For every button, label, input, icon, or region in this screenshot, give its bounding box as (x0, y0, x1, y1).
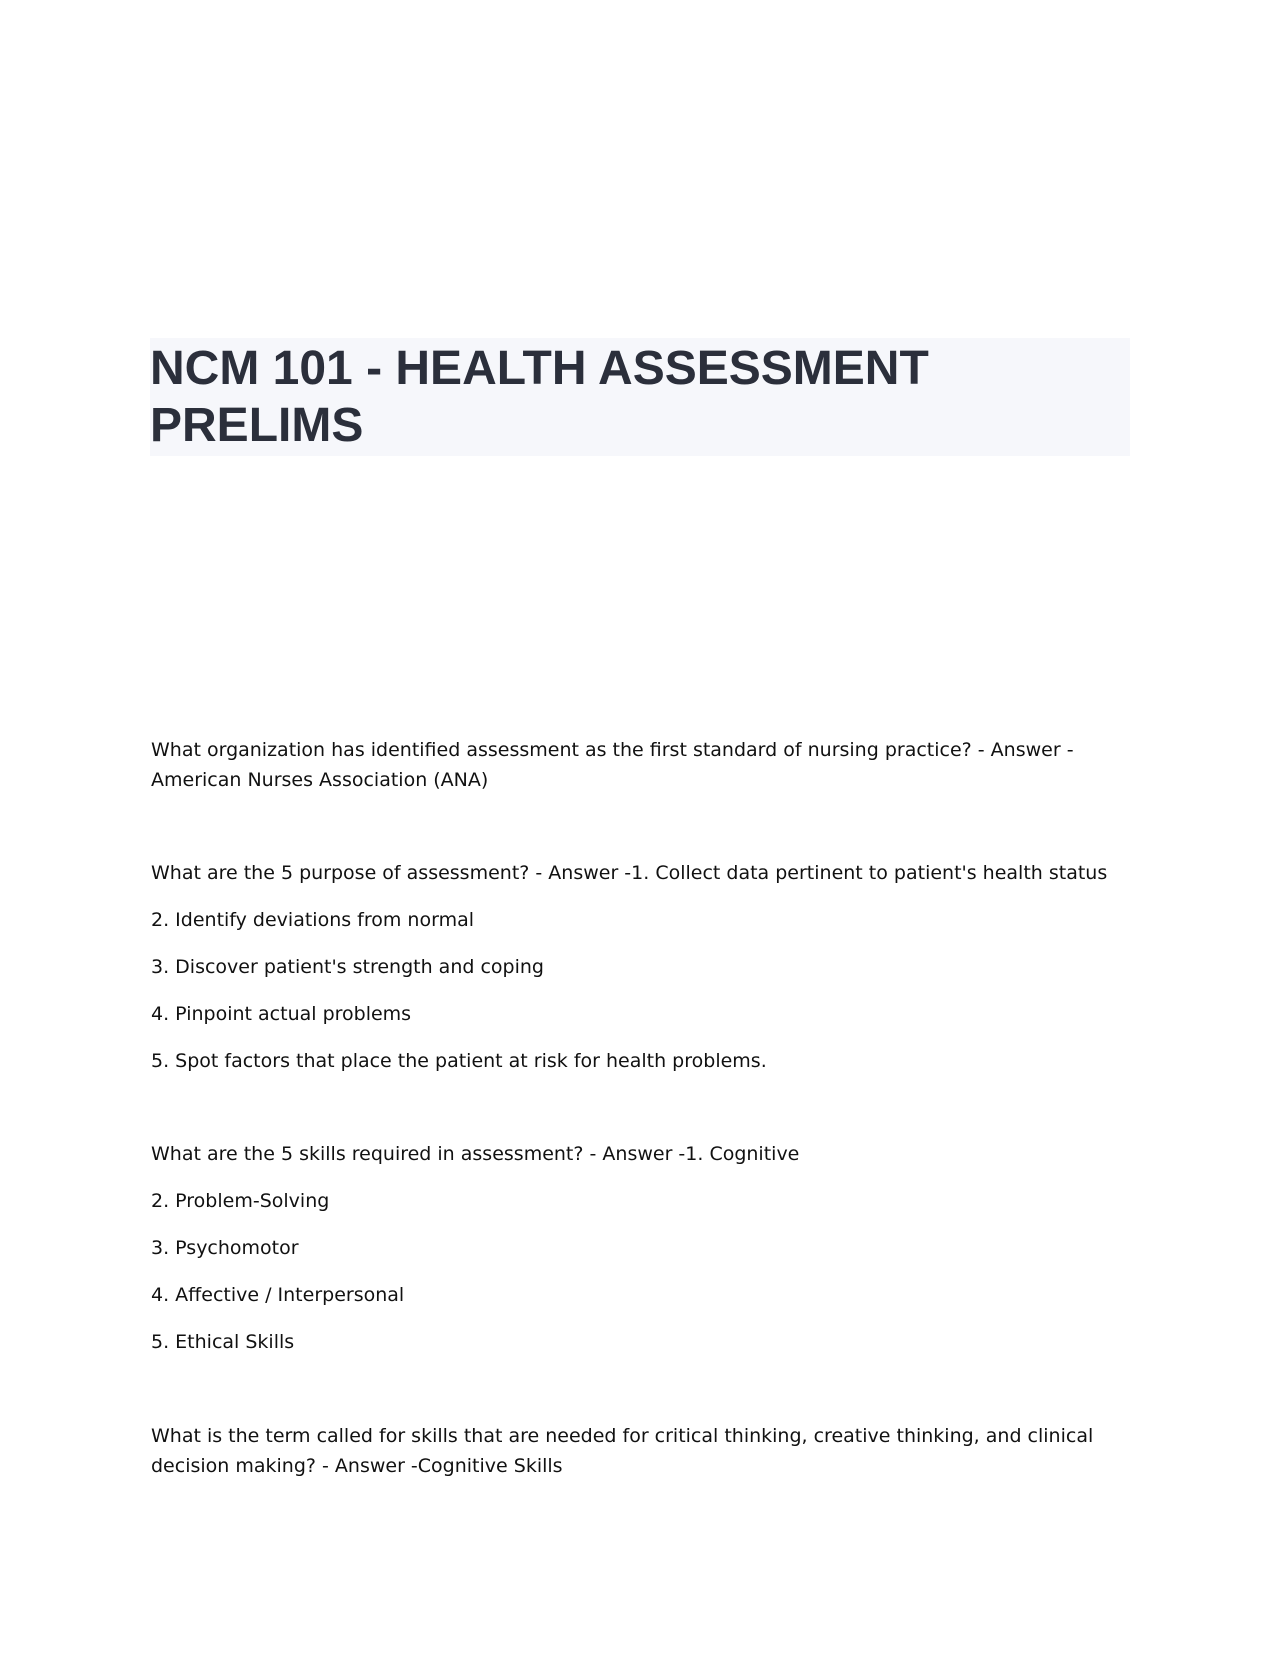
title-line-1: NCM 101 - HEALTH ASSESSMENT (150, 342, 929, 395)
qa3-list-item-2: 2. Problem-Solving (151, 1190, 330, 1212)
qa4-question-line-1: What is the term called for skills that are needed for critical thinking, creative thinking, and clinical (151, 1425, 1094, 1447)
qa3-list-item-3: 3. Psychomotor (151, 1237, 299, 1259)
qa2-list-item-4: 4. Pinpoint actual problems (151, 1003, 412, 1025)
qa2-question-line-1: What are the 5 purpose of assessment? - Answer -1. Collect data pertinent to patient's health status (151, 862, 1108, 884)
page-title (150, 340, 1130, 454)
qa2-list-item-2: 2. Identify deviations from normal (151, 909, 475, 931)
title-line-2: PRELIMS (150, 399, 364, 452)
qa1-answer-line-2: American Nurses Association (ANA) (151, 769, 489, 791)
qa3-list-item-4: 4. Affective / Interpersonal (151, 1284, 405, 1306)
qa3-list-item-5: 5. Ethical Skills (151, 1331, 295, 1353)
title-block (150, 338, 1130, 456)
qa2-list-item-5: 5. Spot factors that place the patient at risk for health problems. (151, 1050, 767, 1072)
qa1-question-line-1: What organization has identified assessment as the first standard of nursing practice? - Answer - (151, 739, 1074, 761)
qa2-list-item-3: 3. Discover patient's strength and coping (151, 956, 544, 978)
qa4-answer-line-2: decision making? - Answer -Cognitive Skills (151, 1455, 563, 1477)
qa3-question-line-1: What are the 5 skills required in assessment? - Answer -1. Cognitive (151, 1143, 800, 1165)
